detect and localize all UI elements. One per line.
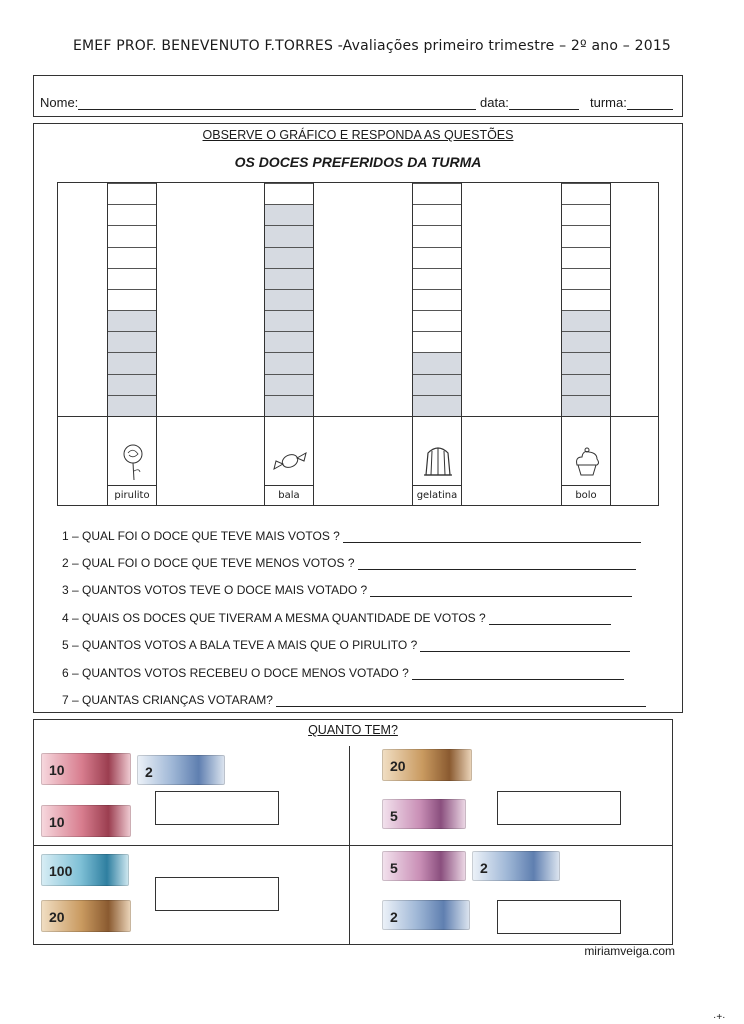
class-field[interactable] <box>627 97 673 110</box>
answer-line[interactable] <box>420 641 630 652</box>
corner-mark: ·+· <box>713 1012 726 1023</box>
bar-cell-filled <box>562 310 610 331</box>
cupcake-icon <box>567 441 607 481</box>
bar-cell-filled <box>108 331 156 352</box>
lollipop-icon <box>113 441 153 481</box>
bar-cell-empty <box>562 247 610 268</box>
bar-cell-empty <box>108 183 156 204</box>
bar-cell-empty <box>562 268 610 289</box>
jelly-icon <box>418 441 458 481</box>
banknote-20: 20 <box>41 900 131 932</box>
bar-cell-empty <box>108 225 156 246</box>
bar-cell-filled <box>108 310 156 331</box>
bar-cell-filled <box>265 247 313 268</box>
bar-cell-empty <box>562 225 610 246</box>
bar-cell-filled <box>562 331 610 352</box>
category-label: bolo <box>562 485 610 505</box>
answer-box[interactable] <box>155 877 279 911</box>
bar-cell-filled <box>108 395 156 416</box>
question-5: 5 – QUANTOS VOTOS A BALA TEVE A MAIS QUE O PIRULITO ? <box>62 638 630 652</box>
answer-box[interactable] <box>155 791 279 825</box>
banknote-10: 10 <box>41 805 131 837</box>
bar-cell-empty <box>108 247 156 268</box>
date-label: data: <box>480 95 509 110</box>
banknote-2: 2 <box>472 851 560 881</box>
bar-cell-filled <box>265 374 313 395</box>
category-label: gelatina <box>413 485 461 505</box>
bar-cell-empty <box>413 289 461 310</box>
banknote-5: 5 <box>382 799 466 829</box>
bar-cell-filled <box>108 352 156 373</box>
chart-title: OS DOCES PREFERIDOS DA TURMA <box>234 154 482 170</box>
bar-cell-empty <box>562 289 610 310</box>
bar-cell-filled <box>562 395 610 416</box>
name-row <box>33 75 683 117</box>
bar-cell-filled <box>265 225 313 246</box>
date-field[interactable] <box>509 97 579 110</box>
instruction: OBSERVE O GRÁFICO E RESPONDA AS QUESTÕES <box>202 128 514 142</box>
candy-icon <box>270 441 310 481</box>
bar-cell-filled <box>265 331 313 352</box>
bar-chart <box>57 182 659 506</box>
bar-cell-filled <box>413 352 461 373</box>
answer-line[interactable] <box>358 559 636 570</box>
bar-cell-filled <box>562 352 610 373</box>
question-2: 2 – QUAL FOI O DOCE QUE TEVE MENOS VOTOS ? <box>62 556 636 570</box>
question-7: 7 – QUANTAS CRIANÇAS VOTARAM? <box>62 693 646 707</box>
chart-section <box>33 123 683 713</box>
bar-cell-empty <box>413 247 461 268</box>
bar-cell-empty <box>413 268 461 289</box>
bar-cell-empty <box>108 289 156 310</box>
banknote-2: 2 <box>137 755 225 785</box>
bar-cell-empty <box>265 183 313 204</box>
bar-cell-empty <box>413 225 461 246</box>
bar-cell-empty <box>413 183 461 204</box>
name-label: Nome: <box>40 95 79 110</box>
page-header: EMEF PROF. BENEVENUTO F.TORRES -Avaliações primeiro trimestre – 2º ano – 2015 <box>72 38 672 54</box>
bar-cell-filled <box>413 374 461 395</box>
bar-cell-empty <box>108 268 156 289</box>
answer-box[interactable] <box>497 791 621 825</box>
bar-cell-filled <box>265 395 313 416</box>
horizontal-divider <box>34 845 672 846</box>
bar-cell-empty <box>413 310 461 331</box>
category-label: bala <box>265 485 313 505</box>
question-3: 3 – QUANTOS VOTOS TEVE O DOCE MAIS VOTADO ? <box>62 583 632 597</box>
answer-line[interactable] <box>343 532 641 543</box>
bar-cell-empty <box>562 183 610 204</box>
bar-cell-empty <box>413 204 461 225</box>
site-credit: miriamveiga.com <box>584 944 675 958</box>
question-6: 6 – QUANTOS VOTOS RECEBEU O DOCE MENOS VOTADO ? <box>62 666 624 680</box>
bar-cell-empty <box>413 331 461 352</box>
category-label: pirulito <box>108 485 156 505</box>
money-section <box>33 719 673 945</box>
banknote-2: 2 <box>382 900 470 930</box>
answer-line[interactable] <box>412 669 624 680</box>
banknote-100: 100 <box>41 854 129 886</box>
banknote-20: 20 <box>382 749 472 781</box>
bar-cell-filled <box>265 352 313 373</box>
bar-cell-filled <box>265 268 313 289</box>
banknote-5: 5 <box>382 851 466 881</box>
bar-cell-filled <box>108 374 156 395</box>
banknote-10: 10 <box>41 753 131 785</box>
bar-cell-filled <box>413 395 461 416</box>
bar-bala <box>264 183 314 505</box>
name-field[interactable] <box>78 97 476 110</box>
question-4: 4 – QUAIS OS DOCES QUE TIVERAM A MESMA QUANTIDADE DE VOTOS ? <box>62 611 611 625</box>
money-title: QUANTO TEM? <box>308 723 398 737</box>
class-label: turma: <box>590 95 627 110</box>
bar-bolo <box>561 183 611 505</box>
answer-line[interactable] <box>370 586 632 597</box>
bar-cell-empty <box>108 204 156 225</box>
answer-line[interactable] <box>489 614 611 625</box>
answer-box[interactable] <box>497 900 621 934</box>
bar-cell-filled <box>265 204 313 225</box>
bar-pirulito <box>107 183 157 505</box>
question-1: 1 – QUAL FOI O DOCE QUE TEVE MAIS VOTOS ? <box>62 529 641 543</box>
bar-cell-filled <box>265 310 313 331</box>
answer-line[interactable] <box>276 696 646 707</box>
bar-cell-filled <box>265 289 313 310</box>
bar-gelatina <box>412 183 462 505</box>
bar-cell-empty <box>562 204 610 225</box>
bar-cell-filled <box>562 374 610 395</box>
